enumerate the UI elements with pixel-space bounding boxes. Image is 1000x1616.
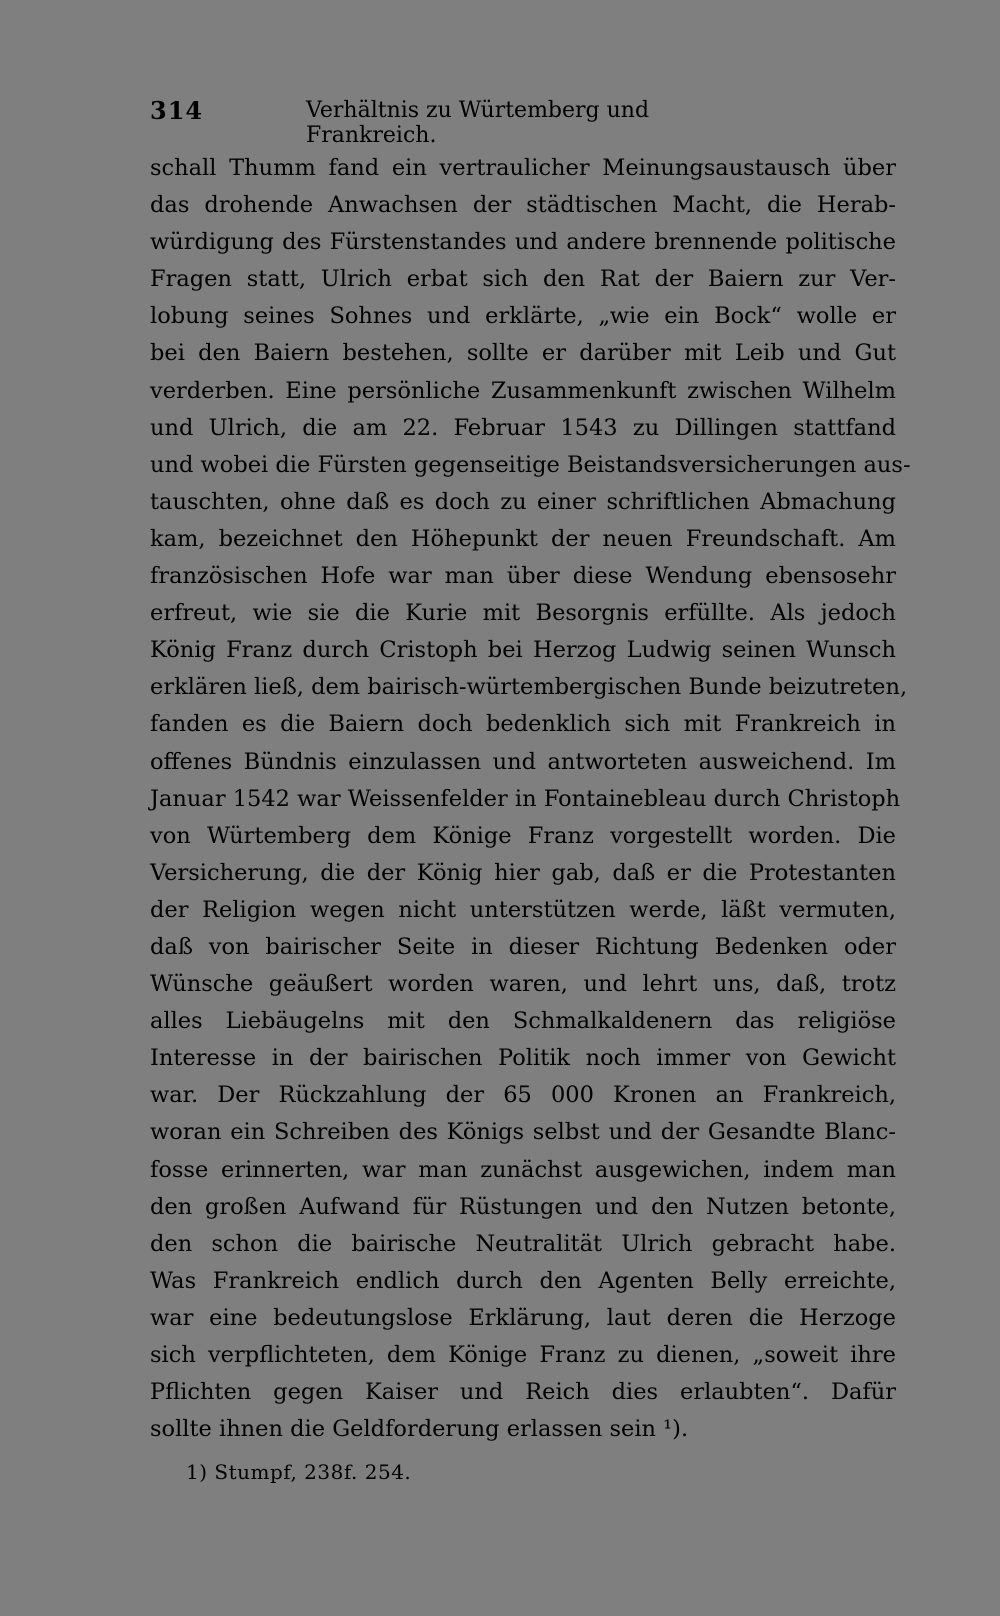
text-line: war eine bedeutungslose Erklärung, laut deren die Herzoge: [150, 1304, 896, 1331]
text-line: Fragen statt, Ulrich erbat sich den Rat der Baiern zur Ver-: [150, 266, 896, 293]
page-number: 314: [150, 96, 204, 125]
text-line: erklären ließ, dem bairisch-würtembergischen Bunde beizutreten,: [150, 674, 908, 701]
text-line: bei den Baiern bestehen, sollte er darüber mit Leib und Gut: [150, 340, 896, 367]
text-line: der Religion wegen nicht unterstützen werde, läßt vermuten,: [150, 896, 896, 923]
text-line: Interesse in der bairischen Politik noch immer von Gewicht: [150, 1045, 896, 1072]
running-title: Verhältnis zu Würtemberg und Frankreich.: [306, 98, 650, 148]
text-line: Was Frankreich endlich durch den Agenten Belly erreichte,: [150, 1267, 896, 1294]
text-line: daß von bairischer Seite in dieser Richtung Bedenken oder: [150, 933, 896, 960]
text-line: sich verpflichteten, dem Könige Franz zu dienen, „soweit ihre: [150, 1342, 896, 1368]
text-line: den großen Aufwand für Rüstungen und den Nutzen betonte,: [150, 1193, 896, 1220]
text-line: und wobei die Fürsten gegenseitige Beistandsversicherungen aus-: [150, 451, 911, 478]
text-line: Pflichten gegen Kaiser und Reich dies erlaubten“. Dafür: [150, 1379, 896, 1406]
text-line: fanden es die Baiern doch bedenklich sich mit Frankreich in: [150, 711, 896, 738]
text-line: das drohende Anwachsen der städtischen Macht, die Herab-: [150, 192, 896, 219]
footnote: 1) Stumpf, 238f. 254.: [186, 1460, 412, 1484]
text-line: französischen Hofe war man über diese Wendung ebensosehr: [150, 563, 896, 590]
page-header: [150, 96, 736, 148]
text-line: von Würtemberg dem Könige Franz vorgestellt worden. Die: [150, 822, 896, 849]
text-line: den schon die bairische Neutralität Ulrich gebracht habe.: [150, 1230, 896, 1257]
text-line: kam, bezeichnet den Höhepunkt der neuen Freundschaft. Am: [150, 525, 896, 552]
text-line: offenes Bündnis einzulassen und antworteten ausweichend. Im: [150, 748, 896, 775]
text-line: Versicherung, die der König hier gab, daß er die Protestanten: [150, 859, 896, 886]
text-line: war. Der Rückzahlung der 65 000 Kronen an Frankreich,: [150, 1082, 896, 1109]
text-line: Wünsche geäußert worden waren, und lehrt uns, daß, trotz: [150, 971, 896, 998]
body-text: [150, 150, 911, 1448]
text-line: verderben. Eine persönliche Zusammenkunft zwischen Wilhelm: [150, 377, 896, 404]
text-line: erfreut, wie sie die Kurie mit Besorgnis erfüllte. Als jedoch: [150, 600, 896, 627]
text-line: woran ein Schreiben des Königs selbst und der Gesandte Blanc-: [150, 1119, 896, 1146]
text-line: sollte ihnen die Geldforderung erlassen sein ¹).: [150, 1416, 689, 1443]
text-line: lobung seines Sohnes und erklärte, „wie ein Bock“ wolle er: [150, 303, 896, 330]
text-line: tauschten, ohne daß es doch zu einer schriftlichen Abmachung: [150, 488, 896, 515]
text-line: alles Liebäugelns mit den Schmalkaldenern das religiöse: [150, 1008, 896, 1035]
text-line: fosse erinnerten, war man zunächst ausgewichen, indem man: [150, 1156, 896, 1183]
text-line: Januar 1542 war Weissenfelder in Fontainebleau durch Christoph: [150, 785, 901, 812]
text-line: König Franz durch Cristoph bei Herzog Ludwig seinen Wunsch: [150, 637, 896, 664]
text-line: und Ulrich, die am 22. Februar 1543 zu Dillingen stattfand: [150, 414, 896, 441]
text-line: würdigung des Fürstenstandes und andere brennende politische: [150, 229, 896, 256]
text-line: schall Thumm fand ein vertraulicher Meinungsaustausch über: [150, 155, 896, 181]
